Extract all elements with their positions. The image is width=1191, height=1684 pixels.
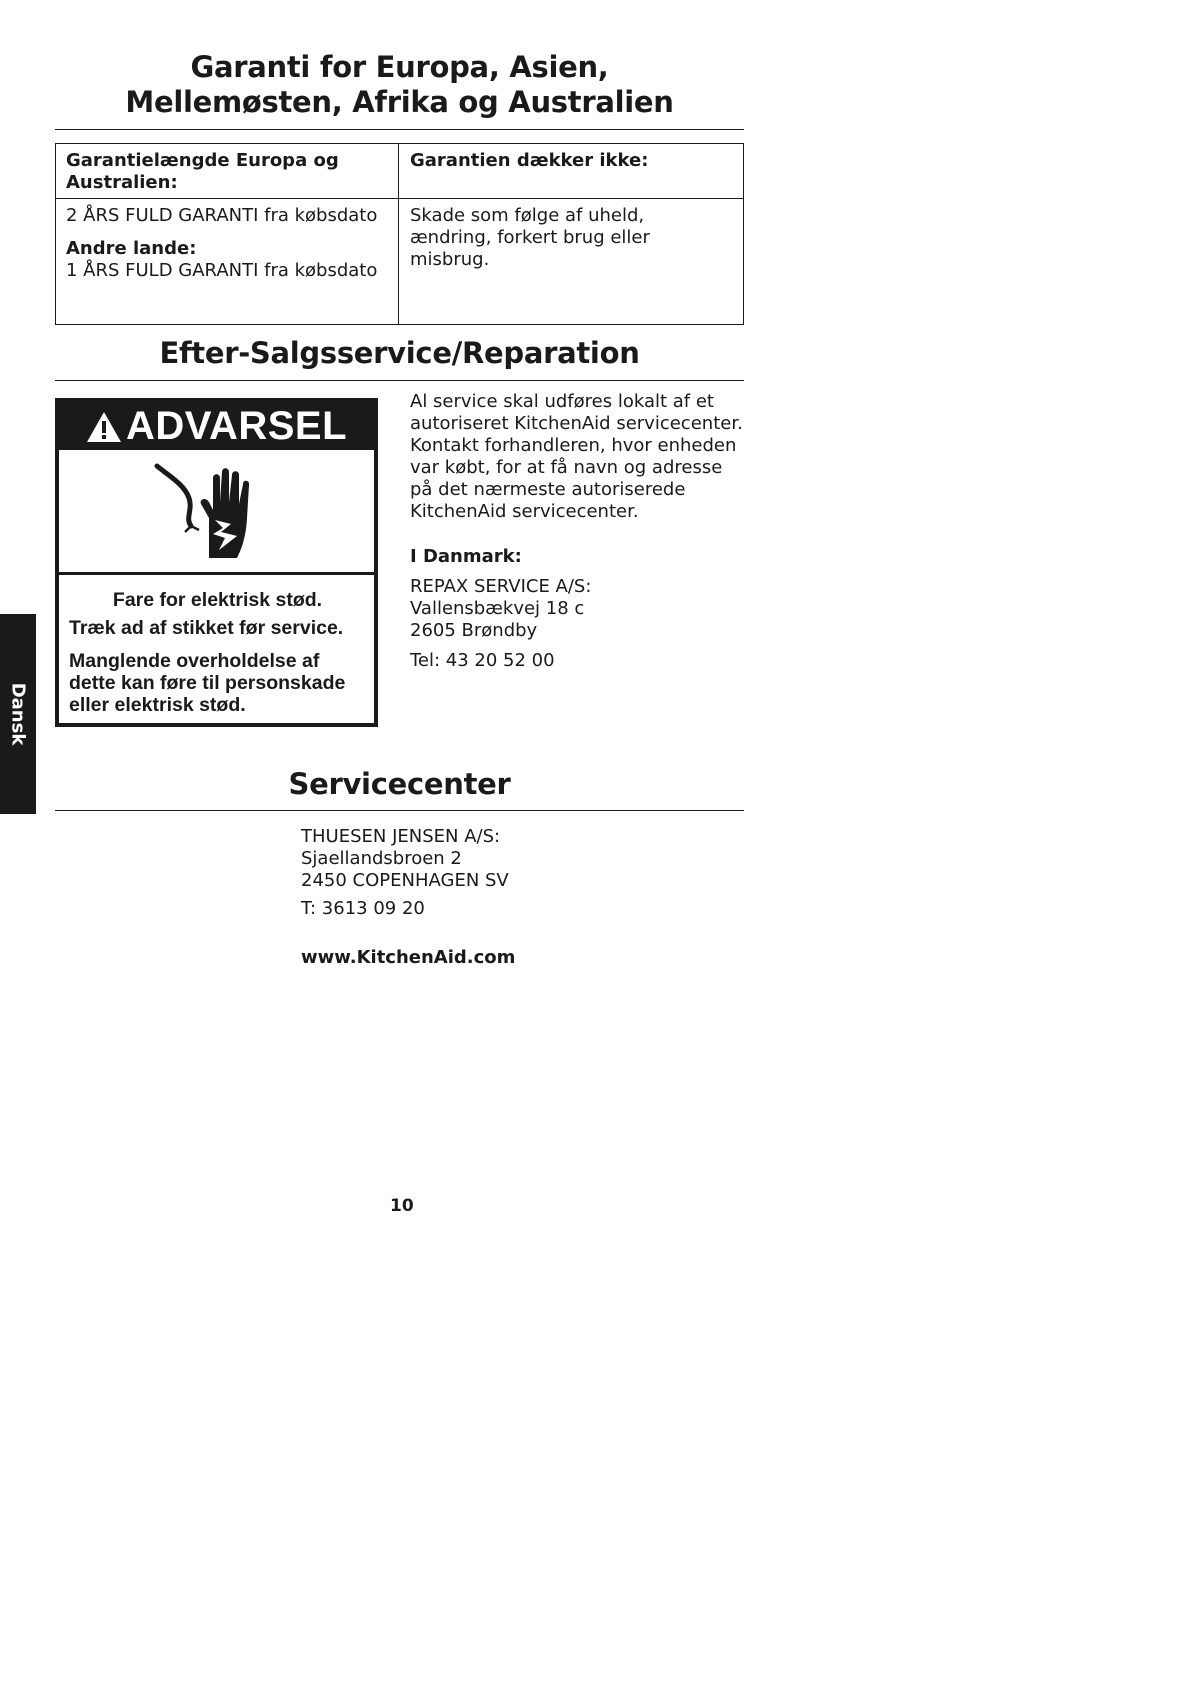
- address-line: REPAX SERVICE A/S:: [410, 576, 592, 597]
- other-countries-label: Andre lande:: [66, 238, 197, 259]
- denmark-phone: Tel: 43 20 52 00: [410, 650, 555, 671]
- table-row-divider: [56, 198, 743, 199]
- warranty-title: [55, 50, 744, 120]
- warranty-other: 1 ÅRS FULD GARANTI fra købsdato: [66, 260, 378, 281]
- warning-line-1: Fare for elektrisk stød.: [112, 589, 323, 611]
- table-cell-exclusions: Skade som følge af uheld, ændring, forkert brug eller misbrug.: [410, 205, 650, 270]
- divider: [55, 129, 744, 130]
- address-line: 2605 Brøndby: [410, 620, 538, 641]
- warranty-europe: 2 ÅRS FULD GARANTI fra købsdato: [66, 205, 378, 226]
- address-line: Sjaellandsbroen 2: [301, 848, 462, 869]
- page-number: 10: [390, 1196, 414, 1216]
- electric-shock-hand-icon: [59, 450, 374, 575]
- after-sales-title: Efter-Salgsservice/Reparation: [159, 336, 640, 370]
- warranty-title-line2: Mellemøsten, Afrika og Australien: [125, 85, 674, 119]
- warning-header: [59, 402, 374, 450]
- table-cell-duration: [66, 205, 391, 282]
- warning-header-text: ADVARSEL: [125, 404, 348, 448]
- warranty-title-line1: Garanti for Europa, Asien,: [190, 50, 609, 84]
- language-side-tab: [0, 614, 36, 814]
- warning-box: [55, 398, 378, 727]
- website-link[interactable]: www.KitchenAid.com: [301, 947, 516, 968]
- service-center-title: Servicecenter: [288, 767, 511, 801]
- service-center-phone: T: 3613 09 20: [301, 898, 425, 919]
- service-center-address: [301, 826, 509, 892]
- denmark-label: I Danmark:: [410, 546, 522, 567]
- warning-line-3: Manglende overholdelse af dette kan føre til personskade eller elektrisk stød.: [69, 650, 346, 716]
- denmark-address: [410, 576, 591, 642]
- address-line: Vallensbækvej 18 c: [410, 598, 585, 619]
- address-line: 2450 COPENHAGEN SV: [301, 870, 509, 891]
- side-tab-label: Dansk: [7, 682, 29, 746]
- warranty-table: [55, 143, 744, 325]
- table-header-exclusions: Garantien dækker ikke:: [410, 150, 649, 171]
- warning-triangle-icon: [86, 411, 122, 443]
- after-sales-intro: Al service skal udføres lokalt af et autoriseret KitchenAid servicecenter. Kontakt forhandleren, hvor enheden var købt, for at få navn og adresse på det nærmeste autoriserede KitchenAid servicecenter.: [410, 391, 743, 522]
- divider: [55, 810, 744, 811]
- table-column-divider: [398, 144, 399, 324]
- address-line: THUESEN JENSEN A/S:: [301, 826, 501, 847]
- divider: [55, 380, 744, 381]
- warning-line-2: Træk ad af stikket før service.: [69, 617, 344, 639]
- table-header-duration: Garantielængde Europa og Australien:: [66, 150, 339, 193]
